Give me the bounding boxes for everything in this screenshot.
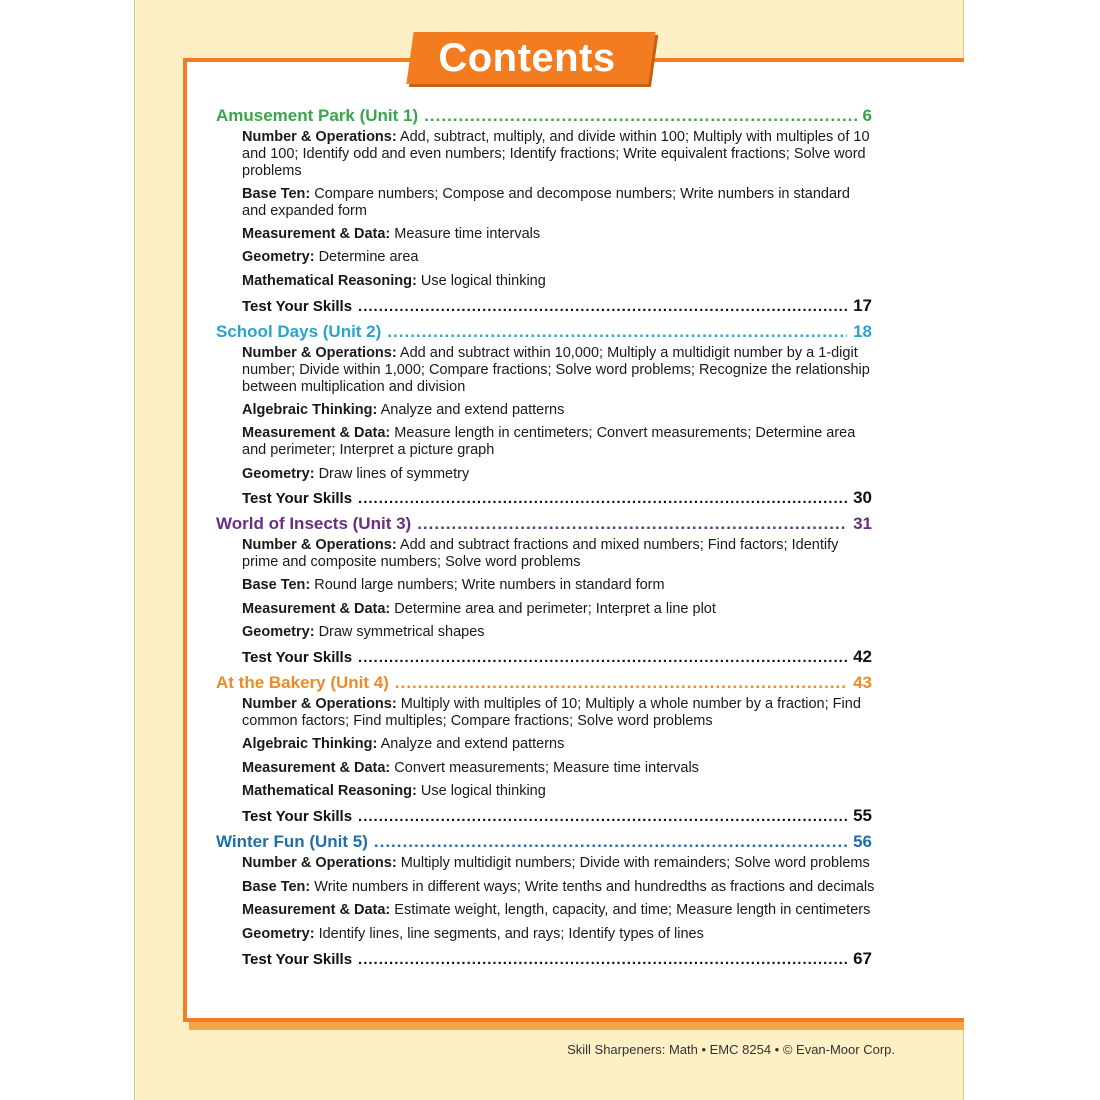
- unit-page-number: 18: [853, 322, 872, 341]
- unit-3-item-4: Geometry: Draw symmetrical shapes: [242, 624, 485, 640]
- test-page-number: 42: [853, 647, 872, 666]
- dot-leader: [387, 322, 847, 342]
- dot-leader: [358, 298, 847, 315]
- unit-5-item-3: Measurement & Data: Estimate weight, length, capacity, and time; Measure length in centimeters: [242, 902, 871, 918]
- unit-title: Winter Fun (Unit 5): [216, 832, 368, 851]
- unit-3-item-2: Base Ten: Round large numbers; Write numbers in standard form: [242, 577, 665, 593]
- unit-4-item-4: Mathematical Reasoning: Use logical thinking: [242, 783, 546, 799]
- dot-leader: [358, 490, 847, 507]
- unit-page-number: 56: [853, 832, 872, 851]
- unit-2-item-4: Geometry: Draw lines of symmetry: [242, 466, 470, 482]
- unit-3-test-your-skills[interactable]: Test Your Skills ..... 42: [242, 647, 872, 667]
- unit-page-number: 31: [853, 514, 872, 533]
- unit-1-item-4: Geometry: Determine area: [242, 249, 419, 265]
- unit-1-test-your-skills[interactable]: Test Your Skills ..... 17: [242, 296, 872, 316]
- unit-page-number: 6: [862, 106, 872, 125]
- unit-title: School Days (Unit 2): [216, 322, 382, 341]
- dot-leader: [358, 808, 847, 825]
- unit-1-item-2: Base Ten: Compare numbers; Compose and decompose numbers; Write numbers in standard and expanded form: [242, 186, 850, 219]
- unit-title: Amusement Park (Unit 1): [216, 106, 419, 125]
- unit-title: At the Bakery (Unit 4): [216, 673, 389, 692]
- unit-1-item-5: Mathematical Reasoning: Use logical thinking: [242, 273, 546, 289]
- dot-leader: [417, 514, 847, 534]
- dot-leader: [424, 106, 856, 126]
- unit-3-heading[interactable]: [216, 514, 872, 534]
- test-page-number: 30: [853, 488, 872, 507]
- unit-5-item-4: Geometry: Identify lines, line segments, and rays; Identify types of lines: [242, 926, 704, 942]
- unit-page-number: 43: [853, 673, 872, 692]
- unit-4-test-your-skills[interactable]: Test Your Skills ..... 55: [242, 806, 872, 826]
- test-page-number: 55: [853, 806, 872, 825]
- page-title: Contents: [438, 36, 616, 80]
- unit-5-test-your-skills[interactable]: Test Your Skills ..... 67: [242, 949, 872, 969]
- dot-leader: [374, 832, 847, 852]
- unit-5-heading[interactable]: [216, 832, 872, 852]
- unit-2-item-1: Number & Operations: Add and subtract within 10,000; Multiply a multidigit number by a 1-digit number; Divide within 1,000; Compare fractions; Solve word problems; Recognize the relationship between multiplication and division: [242, 345, 870, 395]
- unit-4-item-1: Number & Operations: Multiply with multiples of 10; Multiply a whole number by a fraction; Find common factors; Find multiples; Compare fractions; Solve word problems: [242, 696, 861, 729]
- test-page-number: 17: [853, 296, 872, 315]
- unit-1-item-3: Measurement & Data: Measure time intervals: [242, 226, 541, 242]
- unit-2-item-3: Measurement & Data: Measure length in centimeters; Convert measurements; Determine area and perimeter; Interpret a picture graph: [242, 425, 856, 458]
- unit-2-heading[interactable]: [216, 322, 872, 342]
- unit-4-heading[interactable]: [216, 673, 872, 693]
- unit-5-item-2: Base Ten: Write numbers in different ways; Write tenths and hundredths as fractions and decimals: [242, 879, 875, 895]
- unit-2-test-your-skills[interactable]: Test Your Skills ..... 30: [242, 488, 872, 508]
- unit-1-heading[interactable]: [216, 106, 872, 126]
- unit-5-item-1: Number & Operations: Multiply multidigit numbers; Divide with remainders; Solve word problems: [242, 855, 870, 871]
- page-footer: Skill Sharpeners: Math • EMC 8254 • © Evan-Moor Corp.: [567, 1042, 895, 1057]
- unit-3-item-3: Measurement & Data: Determine area and perimeter; Interpret a line plot: [242, 601, 716, 617]
- unit-2-item-2: Algebraic Thinking: Analyze and extend patterns: [242, 402, 565, 418]
- unit-4-item-3: Measurement & Data: Convert measurements; Measure time intervals: [242, 760, 699, 776]
- dot-leader: [395, 673, 847, 693]
- unit-title: World of Insects (Unit 3): [216, 514, 412, 533]
- unit-3-item-1: Number & Operations: Add and subtract fractions and mixed numbers; Find factors; Identify prime and composite numbers; Solve word problems: [242, 537, 839, 570]
- test-page-number: 67: [853, 949, 872, 968]
- dot-leader: [358, 649, 847, 666]
- unit-4-item-2: Algebraic Thinking: Analyze and extend patterns: [242, 736, 565, 752]
- unit-1-item-1: Number & Operations: Add, subtract, multiply, and divide within 100; Multiply with multiples of 10 and 100; Identify odd and even numbers; Identify fractions; Write equivalent fractions; Solve word problems: [242, 129, 870, 179]
- dot-leader: [358, 951, 847, 968]
